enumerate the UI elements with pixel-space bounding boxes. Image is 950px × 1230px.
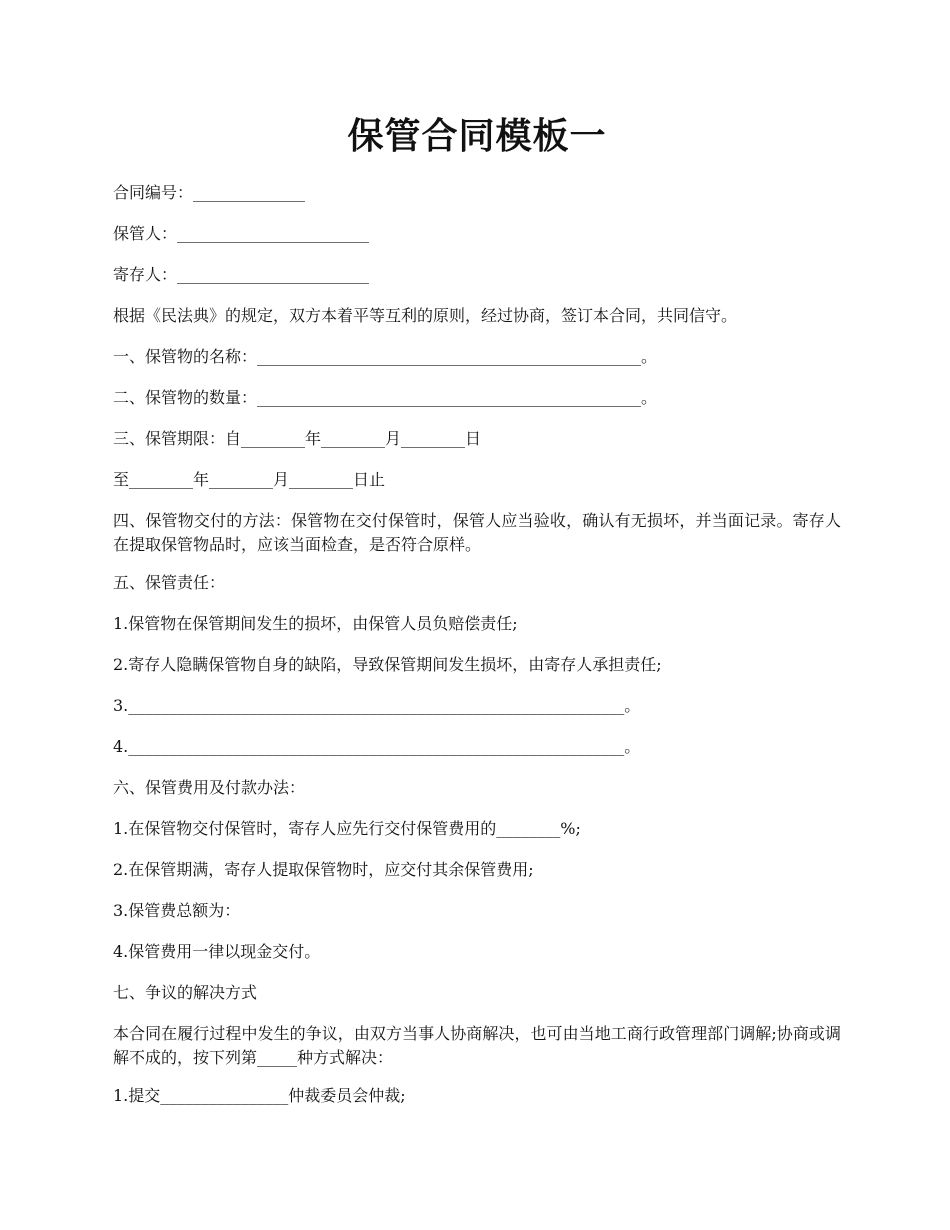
clause-3-period-end: 至________年________月________日止	[113, 470, 386, 489]
clause-5-item-4: 4.______________________________________________________________。	[113, 737, 641, 756]
clause-7-dispute-text: 本合同在履行过程中发生的争议，由双方当事人协商解决，也可由当地工商行政管理部门调解;协商或调解不成的，按下列第_____种方式解决：	[113, 1024, 841, 1067]
clause-6-item-4: 4.保管费用一律以现金交付。	[113, 942, 321, 961]
document-title: 保管合同模板一	[347, 115, 607, 157]
contract-number-line: 合同编号：______________	[113, 183, 306, 202]
clause-5-heading: 五、保管责任：	[113, 573, 226, 592]
clause-5-item-3: 3.______________________________________________________________。	[113, 696, 641, 715]
clause-6-item-1: 1.在保管物交付保管时，寄存人应先行交付保管费用的________%;	[113, 819, 581, 838]
depositor-line: 寄存人：________________________	[113, 265, 370, 284]
clause-7-heading: 七、争议的解决方式	[113, 983, 258, 1002]
clause-4-delivery-method: 四、保管物交付的方法：保管物在交付保管时，保管人应当验收，确认有无损坏，并当面记录。寄存人在提取保管物品时，应该当面检查，是否符合原样。	[113, 511, 841, 554]
clause-1-item-name: 一、保管物的名称：________________________________________________。	[113, 347, 658, 366]
clause-2-item-quantity: 二、保管物的数量：________________________________________________。	[113, 388, 658, 407]
clause-6-item-3: 3.保管费总额为：	[113, 901, 241, 920]
custodian-line: 保管人：________________________	[113, 224, 370, 243]
clause-6-item-2: 2.在保管期满，寄存人提取保管物时，应交付其余保管费用;	[113, 860, 534, 879]
clause-6-heading: 六、保管费用及付款办法：	[113, 778, 306, 797]
clause-7-item-1: 1.提交________________仲裁委员会仲裁;	[113, 1086, 406, 1105]
preamble-line: 根据《民法典》的规定，双方本着平等互利的原则，经过协商，签订本合同，共同信守。	[113, 306, 738, 325]
clause-3-period-start: 三、保管期限：自________年________月________日	[113, 429, 482, 448]
clause-5-item-1: 1.保管物在保管期间发生的损坏，由保管人员负赔偿责任;	[113, 614, 518, 633]
clause-5-item-2: 2.寄存人隐瞒保管物自身的缺陷，导致保管期间发生损坏，由寄存人承担责任;	[113, 655, 662, 674]
